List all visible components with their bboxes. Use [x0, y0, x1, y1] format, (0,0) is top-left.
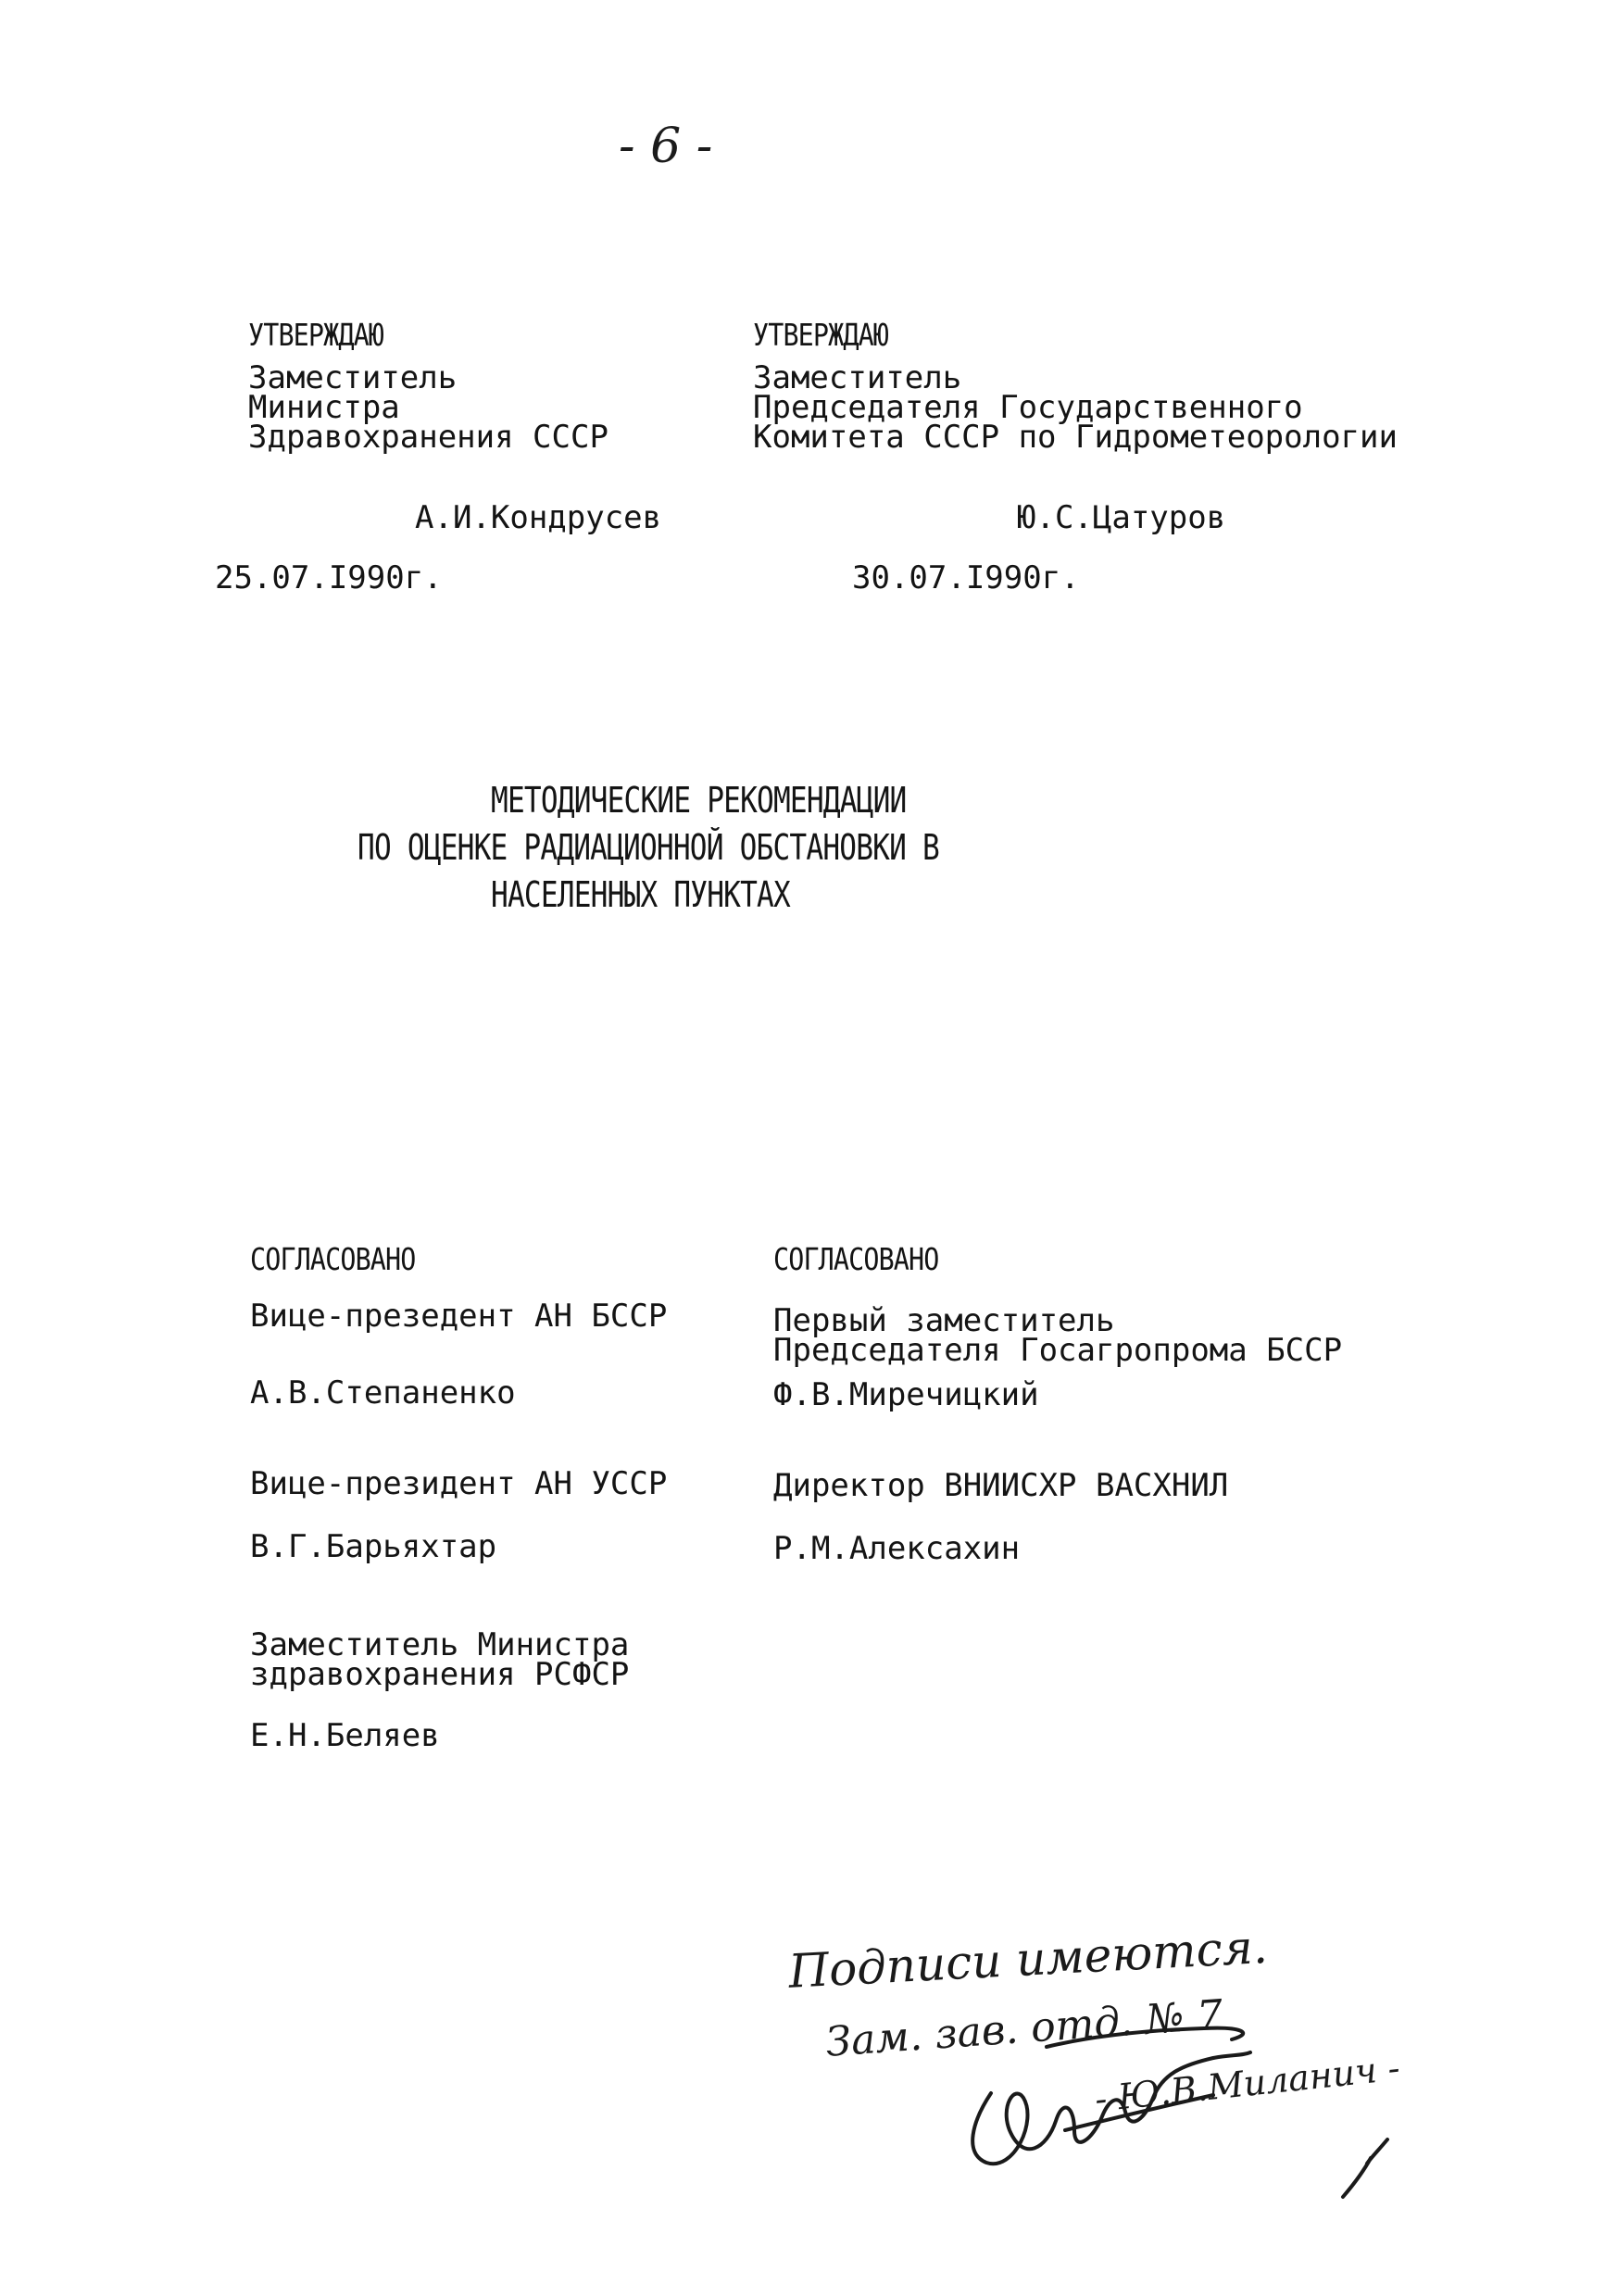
agreed-left-position-3 — [250, 1626, 630, 1693]
approval-left-date: 25.07.I990г. — [215, 559, 443, 596]
approval-right-date: 30.07.I990г. — [852, 559, 1080, 596]
agreed-left-position-2: Вице-президент АН УССР — [250, 1465, 668, 1502]
agreed-right-position-1 — [773, 1302, 1343, 1369]
agreed-right-position-2: Директор ВНИИСХР ВАСХНИЛ — [773, 1467, 1229, 1504]
agreed-left-name-2: В.Г.Барьяхтар — [250, 1528, 497, 1565]
position-line: Председателя Государственного — [753, 389, 1303, 426]
approval-right-name: Ю.С.Цатуров — [1017, 499, 1226, 536]
position-line: Заместитель — [248, 359, 458, 396]
position-line: здравохранения РСФСР — [250, 1656, 630, 1693]
approval-right-heading: УТВЕРЖДАЮ — [753, 317, 889, 353]
handwritten-note-line-1: Подписи имеются. — [787, 1919, 1269, 1999]
agreed-left-position-1: Вице-презедент АН БССР — [250, 1298, 668, 1335]
approval-right-position — [753, 359, 1398, 456]
position-line: Комитета СССР по Гидрометеорологии — [753, 419, 1398, 456]
document-title-line-2: ПО ОЦЕНКЕ РАДИАЦИОННОЙ ОБСТАНОВКИ В — [357, 827, 939, 868]
signature-scribble-icon — [935, 1991, 1454, 2214]
document-title-line-1: МЕТОДИЧЕСКИЕ РЕКОМЕНДАЦИИ — [491, 780, 907, 821]
agreed-right-name-2: Р.М.Алексахин — [773, 1530, 1021, 1567]
approval-left-name: А.И.Кондрусев — [415, 499, 662, 536]
position-line: Здравохранения СССР — [248, 419, 608, 456]
handwritten-signer-name: - Ю.В.Миланич - — [1093, 2047, 1402, 2120]
handwritten-note-line-2: Зам. зав. отд. № 7 — [824, 1991, 1225, 2066]
agreed-left-name-1: А.В.Степаненко — [250, 1374, 516, 1411]
position-line: Заместитель — [753, 359, 962, 396]
agreed-left-heading: СОГЛАСОВАНО — [250, 1241, 416, 1277]
approval-left-heading: УТВЕРЖДАЮ — [248, 317, 384, 353]
position-line: Заместитель Министра — [250, 1626, 630, 1663]
position-line: Председателя Госагропрома БССР — [773, 1332, 1343, 1369]
document-title-line-3: НАСЕЛЕННЫХ ПУНКТАХ — [491, 874, 790, 915]
position-line: Первый заместитель — [773, 1302, 1115, 1339]
agreed-right-heading: СОГЛАСОВАНО — [773, 1241, 939, 1277]
position-line: Министра — [248, 389, 400, 426]
page-number: - 6 - — [619, 119, 713, 174]
approval-left-position — [248, 359, 608, 456]
agreed-right-name-1: Ф.В.Миречицкий — [773, 1376, 1039, 1413]
agreed-left-name-3: Е.Н.Беляев — [250, 1717, 440, 1754]
